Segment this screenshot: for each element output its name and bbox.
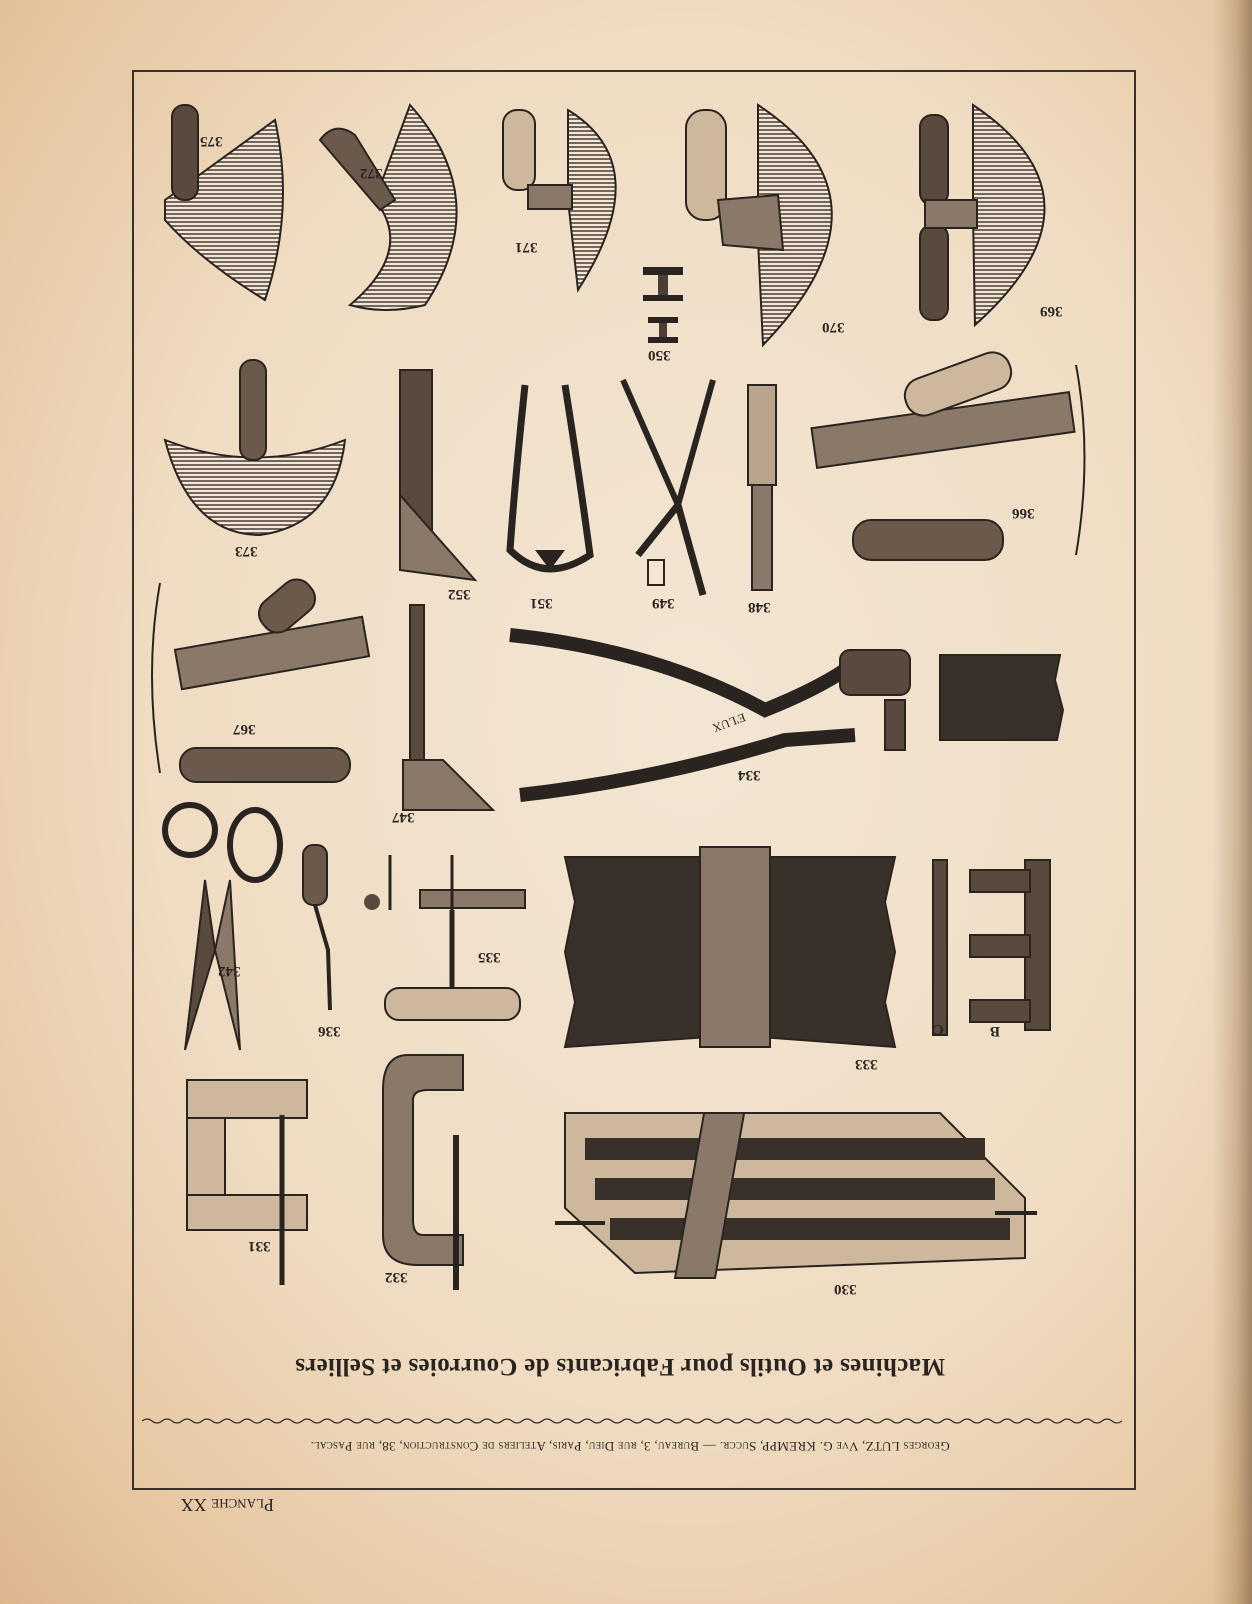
- leather-strip-icon: [935, 650, 1065, 745]
- figure-number: 330: [834, 1281, 857, 1297]
- figure-number: 349: [652, 595, 675, 611]
- figure-number: 347: [392, 809, 415, 825]
- belt-press-icon: [555, 1108, 1040, 1283]
- shears-icon: [160, 800, 285, 1055]
- figure-number: 370: [822, 319, 845, 335]
- figure-number: 331: [248, 1238, 271, 1254]
- plate-number: Planche XX: [180, 1495, 274, 1515]
- wood-clamp-icon: [182, 1075, 312, 1295]
- figure-number: 351: [530, 595, 553, 611]
- figure-number: 375: [200, 133, 223, 149]
- wavy-divider: [142, 1416, 1122, 1426]
- compass-gauge-icon: [360, 850, 530, 1025]
- figure-number: 367: [233, 721, 256, 737]
- belt-joint-icon: [560, 842, 900, 1052]
- hammer-icon: [395, 365, 480, 580]
- chisel-icon: [742, 380, 782, 595]
- book-spine-shadow: [1212, 0, 1252, 1604]
- nippers-icon: [505, 380, 595, 580]
- belt-hook-icon: [965, 855, 1055, 1035]
- figure-number: 336: [318, 1023, 341, 1039]
- plough-gauge-icon: [152, 578, 377, 788]
- rivet-icon: [638, 265, 688, 345]
- plate-title: Machines et Outils pour Fabricants de Courroies et Selliers: [294, 1353, 946, 1380]
- plough-gauge-icon: [808, 360, 1083, 590]
- figure-number: 369: [1040, 303, 1063, 319]
- awl-icon: [298, 840, 343, 1015]
- figure-number: 373: [235, 543, 258, 559]
- figure-number: 335: [478, 949, 501, 965]
- figure-number: 333: [855, 1056, 878, 1072]
- sub-label: C: [933, 1021, 944, 1037]
- figure-number: 332: [385, 1269, 408, 1285]
- pliers-icon: [618, 375, 718, 600]
- figure-number: 334: [738, 767, 761, 783]
- figure-number: 342: [218, 963, 241, 979]
- half-moon-knife-icon: [683, 100, 863, 350]
- half-moon-knife-icon: [498, 105, 643, 295]
- figure-number: 348: [748, 599, 771, 615]
- figure-number: 371: [515, 239, 538, 255]
- half-moon-knife-icon: [915, 100, 1070, 330]
- c-clamp-icon: [378, 1050, 478, 1295]
- figure-number: 372: [360, 165, 383, 181]
- half-moon-knife-icon: [160, 100, 290, 310]
- round-knife-icon: [315, 100, 480, 315]
- round-knife-icon: [160, 355, 350, 540]
- belt-fastener-icon: [928, 855, 953, 1040]
- hammer-icon: [398, 600, 498, 815]
- figure-number: 366: [1012, 505, 1035, 521]
- figure-number: 350: [648, 347, 671, 363]
- pliers-maker-mark: E'LUX: [710, 710, 748, 736]
- sub-label: B: [990, 1023, 1001, 1039]
- figure-number: 352: [448, 586, 471, 602]
- punch-pliers-icon: [505, 630, 915, 805]
- publisher-address: Georges LUTZ, Vve G. KREMPP, Succr. — Bureau, 3, rue Dieu, Paris, Ateliers de Construction, 38, rue Pascal.: [310, 1439, 950, 1454]
